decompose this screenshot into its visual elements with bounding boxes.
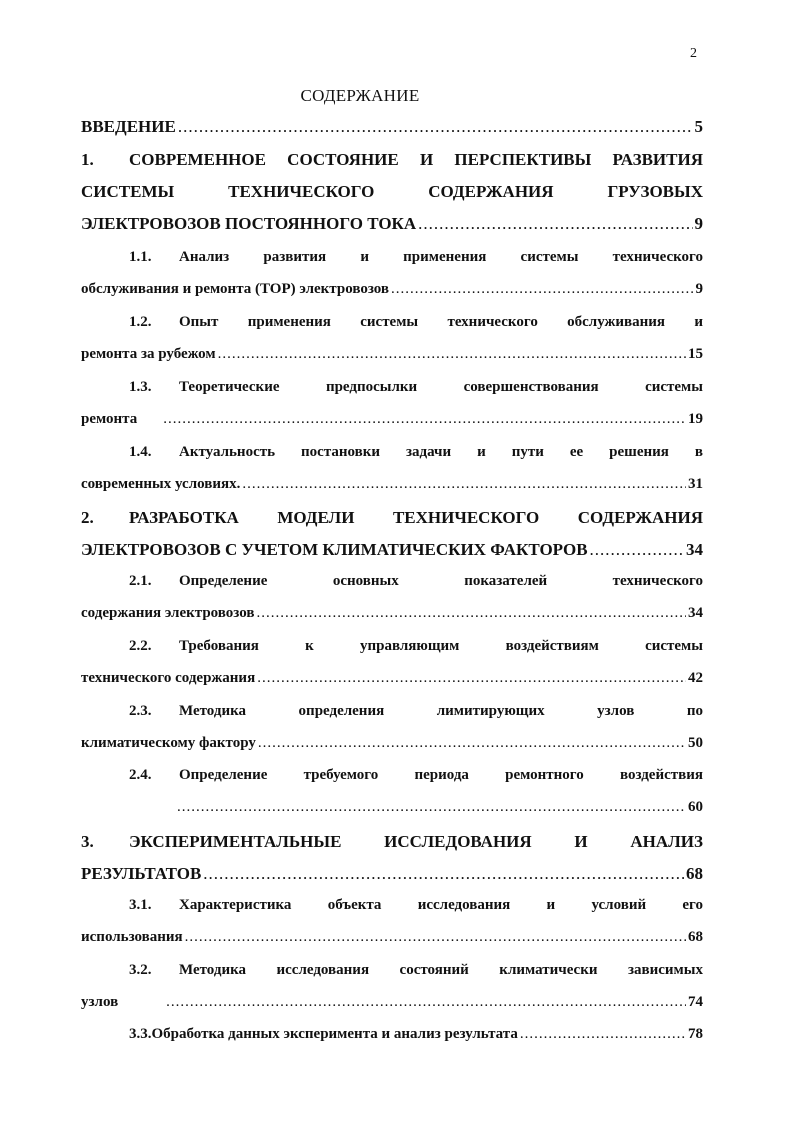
toc-entry-page: 68 — [688, 929, 703, 945]
toc-entry-page: 31 — [688, 476, 703, 492]
toc-entry-number: 3. — [81, 832, 94, 851]
toc-entry-page: 42 — [688, 670, 703, 686]
toc-entry-ch2[interactable] — [81, 508, 703, 532]
toc-entry-title-line: содержания электровозов — [81, 605, 255, 621]
dot-leader — [242, 476, 686, 493]
dot-leader — [258, 735, 686, 752]
dot-leader — [166, 994, 686, 1011]
toc-entry-number: 2.4. — [129, 767, 152, 783]
toc-entry-title-line: ремонта за рубежом — [81, 346, 216, 362]
toc-entry-page: 60 — [688, 799, 703, 815]
toc-entry-2-4[interactable] — [81, 767, 703, 791]
toc-entry-page: 9 — [694, 214, 703, 233]
toc-entry-title: ВВЕДЕНИЕ — [81, 117, 176, 136]
dot-leader — [163, 411, 686, 428]
toc-entry-3-2-end — [81, 994, 703, 1018]
toc-entry-1-4-end — [81, 476, 703, 500]
toc-entry-title-line: узлов — [81, 994, 119, 1010]
toc-entry-title-line: РЕЗУЛЬТАТОВ — [81, 864, 202, 883]
toc-entry-title-line: Методика исследования состояний климатически зависимых — [179, 962, 703, 978]
toc-entry-2-3-end — [81, 735, 703, 759]
toc-entry-number: 2.1. — [129, 573, 152, 589]
toc-entry-2-2[interactable] — [81, 638, 703, 662]
toc-entry-ch1-end — [81, 214, 703, 238]
dot-leader — [257, 670, 686, 687]
toc-entry-ch3-end — [81, 864, 703, 888]
toc-entry-number: 1.3. — [129, 379, 152, 395]
toc-entry-number: 1.2. — [129, 314, 152, 330]
toc-entry-title-line: Определение требуемого периода ремонтного воздействия — [179, 767, 703, 783]
dot-leader — [218, 346, 686, 363]
toc-entry-2-4-end — [81, 799, 703, 823]
dot-leader — [185, 929, 686, 946]
toc-entry-1-2[interactable] — [81, 314, 703, 338]
toc-entry-1-2-end — [81, 346, 703, 370]
toc-entry-ch3[interactable] — [81, 832, 703, 856]
toc-entry-page: 5 — [694, 117, 703, 136]
toc-entry-title-line: СОВРЕМЕННОЕ СОСТОЯНИЕ И ПЕРСПЕКТИВЫ РАЗВИТИЯ — [129, 150, 703, 169]
toc-entry-title-line: СИСТЕМЫ ТЕХНИЧЕСКОГО СОДЕРЖАНИЯ ГРУЗОВЫХ — [81, 182, 703, 201]
toc-entry-3-1-end — [81, 929, 703, 953]
toc-title: СОДЕРЖАНИЕ — [300, 86, 420, 105]
toc-entry-page: 68 — [686, 864, 703, 883]
toc-entry-3-1[interactable] — [81, 897, 703, 921]
toc-entry-title-line: Требования к управляющим воздействиям системы — [179, 638, 703, 654]
toc-entry-page: 15 — [688, 346, 703, 362]
toc-entry-title-line: ЭЛЕКТРОВОЗОВ ПОСТОЯННОГО ТОКА — [81, 214, 417, 233]
toc-entry-2-2-end — [81, 670, 703, 694]
toc-entry-ch1-cont — [81, 182, 703, 206]
toc-entry-ch1[interactable] — [81, 150, 703, 174]
toc-entry-3-3[interactable] — [81, 1026, 703, 1050]
toc-entry-title-line: Методика определения лимитирующих узлов по — [179, 703, 703, 719]
dot-leader — [391, 281, 694, 298]
toc-entry-2-1-end — [81, 605, 703, 629]
toc-entry-title-line: использования — [81, 929, 183, 945]
toc-entry-2-3[interactable] — [81, 703, 703, 727]
toc-entry-title-line: Обработка данных эксперимента и анализ результата — [151, 1026, 518, 1042]
toc-entry-number: 2. — [81, 508, 94, 527]
dot-leader — [178, 117, 693, 137]
toc-entry-title-line: ЭЛЕКТРОВОЗОВ С УЧЕТОМ КЛИМАТИЧЕСКИХ ФАКТОРОВ — [81, 540, 588, 559]
toc-entry-title-line: Анализ развития и применения системы технического — [179, 249, 703, 265]
toc-entry-title-line: Характеристика объекта исследования и условий его — [179, 897, 703, 913]
dot-leader — [203, 864, 684, 884]
toc-entry-title-line: Теоретические предпосылки совершенствования системы — [179, 379, 703, 395]
dot-leader — [520, 1026, 686, 1043]
toc-entry-number: 2.3. — [129, 703, 152, 719]
toc-entry-1-4[interactable] — [81, 444, 703, 468]
toc-entry-number: 1. — [81, 150, 94, 169]
toc-entry-page: 78 — [688, 1026, 703, 1042]
toc-entry-number: 1.1. — [129, 249, 152, 265]
toc-entry-page: 74 — [688, 994, 703, 1010]
toc-entry-1-1[interactable] — [81, 249, 703, 273]
toc-entry-number: 3.3. — [129, 1026, 152, 1042]
dot-leader — [418, 214, 692, 234]
dot-leader — [177, 799, 686, 816]
toc-entry-page: 19 — [688, 411, 703, 427]
dot-leader — [256, 605, 686, 622]
toc-entry-ch2-end — [81, 540, 703, 564]
toc-entry-page: 9 — [695, 281, 703, 297]
toc-entry-intro[interactable] — [81, 117, 703, 141]
dot-leader — [590, 540, 684, 560]
page-number: 2 — [690, 46, 697, 61]
toc-entry-title-line: климатическому фактору — [81, 735, 256, 751]
toc-entry-1-3[interactable] — [81, 379, 703, 403]
toc-entry-page: 34 — [688, 605, 703, 621]
toc-entry-1-1-end — [81, 281, 703, 305]
toc-entry-title-line: Актуальность постановки задачи и пути ее решения в — [179, 444, 703, 460]
toc-entry-title-line: современных условиях. — [81, 476, 241, 492]
toc-entry-title-line: Опыт применения системы технического обслуживания и — [179, 314, 703, 330]
toc-entry-title-line: Определение основных показателей технического — [179, 573, 703, 589]
toc-entry-number: 3.1. — [129, 897, 152, 913]
toc-entry-3-2[interactable] — [81, 962, 703, 986]
toc-entry-1-3-end — [81, 411, 703, 435]
toc-entry-title-line: ремонта — [81, 411, 138, 427]
toc-entry-title-line: технического содержания — [81, 670, 256, 686]
toc-entry-number: 2.2. — [129, 638, 152, 654]
toc-entry-number: 1.4. — [129, 444, 152, 460]
toc-entry-title-line: РАЗРАБОТКА МОДЕЛИ ТЕХНИЧЕСКОГО СОДЕРЖАНИЯ — [129, 508, 703, 527]
toc-entry-page: 34 — [686, 540, 703, 559]
toc-entry-2-1[interactable] — [81, 573, 703, 597]
toc-entry-title-line: обслуживания и ремонта (ТОР) электровозов — [81, 281, 389, 297]
toc-entry-page: 50 — [688, 735, 703, 751]
toc-entry-title-line: ЭКСПЕРИМЕНТАЛЬНЫЕ ИССЛЕДОВАНИЯ И АНАЛИЗ — [129, 832, 703, 851]
toc-entry-number: 3.2. — [129, 962, 152, 978]
